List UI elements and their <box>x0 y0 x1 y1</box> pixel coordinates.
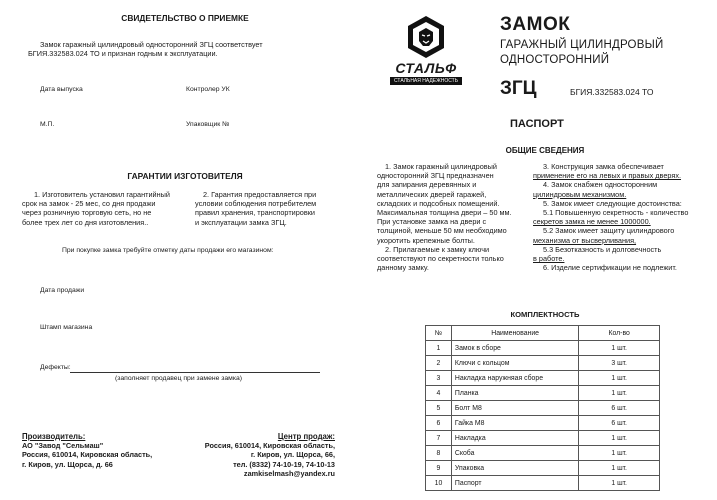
kit-cell-name: Ключи с кольцом <box>451 356 578 371</box>
kit-cell-qty: 1 шт. <box>579 386 660 401</box>
general-col1-line: толщиной, меньше 50 мм необходимо <box>377 226 507 236</box>
service-center-email: zamkiselmash@yandex.ru <box>243 468 335 478</box>
kit-cell-qty: 1 шт. <box>579 341 660 356</box>
general-col2-line: 6. Изделие сертификации не подлежит. <box>543 263 677 273</box>
general-col1-line: При установке замка на двери с <box>377 217 487 227</box>
service-center-line: г. Киров, ул. Щорса, 66, <box>250 450 335 460</box>
manufacturer-block <box>22 432 197 469</box>
sale-date-label: Дата продажи <box>40 287 85 294</box>
warranty-col2 <box>195 190 360 227</box>
brand-tagline: СТАЛЬНАЯ НАДЕЖНОСТЬ <box>390 77 462 85</box>
kit-col-number: № <box>426 326 452 341</box>
warranty-col2-line: условии соблюдения потребителем <box>195 199 317 209</box>
brand-name: СТАЛЬФ <box>395 60 457 76</box>
defects-label: Дефекты: <box>40 364 71 371</box>
warranty-col2-line: и эксплуатации замка ЗГЦ. <box>195 217 287 227</box>
manufacturer-line: Россия, 610014, Кировская область, <box>22 450 153 460</box>
warranty-col2-line: правил хранения, транспортировки <box>195 208 315 218</box>
general-col1-line: укоротить крепежные болты. <box>377 235 475 245</box>
general-col1-line: односторонний ЗГЦ предназначен <box>377 171 494 181</box>
kit-cell-number: 10 <box>426 476 452 491</box>
general-col2-line: 5.1 Повышенную секретность - количество <box>543 208 689 218</box>
kit-cell-qty: 3 шт. <box>579 356 660 371</box>
general-col1 <box>377 162 532 272</box>
service-center-line: Россия, 610014, Кировская область, <box>204 441 335 451</box>
kit-cell-qty: 1 шт. <box>579 371 660 386</box>
qc-label: Контролер УК <box>186 86 230 93</box>
kit-cell-name: Гайка М8 <box>451 416 578 431</box>
packer-label: Упаковщик № <box>186 121 230 128</box>
kit-cell-number: 2 <box>426 356 452 371</box>
lion-emblem-icon <box>386 14 466 62</box>
kit-heading: КОМПЛЕКТНОСТЬ <box>510 310 580 319</box>
general-col1-line: металлических дверей гаражей, <box>377 189 487 199</box>
kit-cell-name: Паспорт <box>451 476 578 491</box>
defects-line <box>70 372 320 373</box>
kit-cell-qty: 1 шт. <box>579 446 660 461</box>
manufacturer-heading: Производитель: <box>22 432 86 441</box>
general-col2-line: в работе. <box>533 254 565 264</box>
kit-cell-qty: 6 шт. <box>579 416 660 431</box>
warranty-col1-line: 1. Изготовитель установил гарантийный <box>34 190 170 199</box>
brand-logo <box>386 14 466 84</box>
table-row <box>426 461 660 476</box>
warranty-col1-line: срок на замок - 25 мес, со дня продажи <box>22 199 156 209</box>
kit-col-name: Наименование <box>451 326 578 341</box>
table-row <box>426 416 660 431</box>
kit-cell-name: Накладка наружняая сборе <box>451 371 578 386</box>
product-subtitle-2: ОДНОСТОРОННИЙ <box>500 54 610 66</box>
warranty-title: ГАРАНТИИ ИЗГОТОВИТЕЛЯ <box>127 171 243 181</box>
general-col1-line: данному замку. <box>377 263 429 273</box>
general-col2-line: 5.2 Замок имеет защиту цилиндрового <box>543 226 675 236</box>
general-col2-line: механизма от высверливания, <box>533 235 637 245</box>
table-row <box>426 356 660 371</box>
general-col1-line: складских и подсобных помещений. <box>377 198 500 208</box>
product-tu: БГИЯ.332583.024 ТО <box>570 87 654 97</box>
kit-col-qty: Кол-во <box>579 326 660 341</box>
general-col2-line: цилиндровым механизмом. <box>533 189 627 199</box>
manufacturer-line: г. Киров, ул. Щорса, д. 66 <box>22 459 113 469</box>
general-col1-line: для запирания деревянных и <box>377 180 477 190</box>
general-col2-line: 5. Замок имеет следующие достоинства: <box>543 198 682 208</box>
passport-title: ПАСПОРТ <box>510 118 564 130</box>
warranty-col1-line: через розничную торговую сеть, но не <box>22 208 152 218</box>
kit-cell-qty: 1 шт. <box>579 461 660 476</box>
general-col2-line: 5.3 Безотказность и долговечность <box>543 244 662 254</box>
kit-cell-name: Болт М8 <box>451 401 578 416</box>
kit-cell-qty: 6 шт. <box>579 401 660 416</box>
general-col1-line: соответствуют по секретности только <box>377 254 504 264</box>
general-col2-line: 3. Конструкция замка обеспечивает <box>543 162 664 171</box>
general-col1-line: Максимальная толщина двери – 50 мм. <box>377 208 512 218</box>
table-row <box>426 401 660 416</box>
service-center-block <box>190 432 335 478</box>
general-col1-line: 1. Замок гаражный цилиндровый <box>385 162 497 171</box>
table-row <box>426 386 660 401</box>
service-center-heading: Центр продаж: <box>277 432 335 441</box>
warranty-col1 <box>22 190 187 227</box>
kit-cell-qty: 1 шт. <box>579 476 660 491</box>
acceptance-title: СВИДЕТЕЛЬСТВО О ПРИЕМКЕ <box>121 13 249 23</box>
kit-cell-number: 5 <box>426 401 452 416</box>
shop-stamp-label: Штамп магазина <box>40 324 93 331</box>
kit-cell-number: 9 <box>426 461 452 476</box>
kit-cell-name: Накладка <box>451 431 578 446</box>
kit-cell-number: 7 <box>426 431 452 446</box>
stamp-label: М.П. <box>40 121 55 128</box>
general-heading: ОБЩИЕ СВЕДЕНИЯ <box>505 146 585 155</box>
table-row <box>426 476 660 491</box>
kit-cell-number: 4 <box>426 386 452 401</box>
table-row <box>426 431 660 446</box>
kit-cell-number: 3 <box>426 371 452 386</box>
kit-cell-number: 8 <box>426 446 452 461</box>
acceptance-text-2: БГИЯ.332583.024 ТО и признан годным к эксплуатации. <box>28 49 218 58</box>
kit-cell-name: Скоба <box>451 446 578 461</box>
product-subtitle-1: ГАРАЖНЫЙ ЦИЛИНДРОВЫЙ <box>500 39 664 51</box>
table-row <box>426 341 660 356</box>
warranty-col2-line: 2. Гарантия предоставляется при <box>203 190 317 199</box>
purchase-note: При покупке замка требуйте отметку даты продажи его магазином: <box>62 247 274 254</box>
acceptance-text-1: Замок гаражный цилиндровый односторонний ЗГЦ соответствует <box>40 40 263 49</box>
kit-cell-name: Упаковка <box>451 461 578 476</box>
service-center-line: тел. (8332) 74-10-19, 74-10-13 <box>233 459 335 469</box>
kit-cell-name: Замок в сборе <box>451 341 578 356</box>
defects-note: (заполняет продавец при замене замка) <box>115 375 243 382</box>
general-col2-line: применение его на левых и правых дверях. <box>533 171 681 181</box>
product-title: ЗАМОК <box>500 14 571 35</box>
kit-cell-number: 1 <box>426 341 452 356</box>
warranty-col1-line: более трех лет со дня изготовления.. <box>22 217 149 227</box>
general-col2 <box>533 162 708 272</box>
kit-cell-qty: 1 шт. <box>579 431 660 446</box>
kit-header-row <box>426 326 660 341</box>
general-col1-line: 2. Прилагаемые к замку ключи <box>385 244 490 254</box>
product-model: ЗГЦ <box>500 78 537 99</box>
general-col2-line: секретов замка не менее 1000000. <box>533 217 651 227</box>
issue-date-label: Дата выпуска <box>40 86 83 93</box>
general-col2-line: 4. Замок снабжен односторонним <box>543 180 658 190</box>
kit-cell-name: Планка <box>451 386 578 401</box>
manufacturer-line: АО "Завод "Сельмаш" <box>22 441 104 451</box>
table-row <box>426 371 660 386</box>
kit-cell-number: 6 <box>426 416 452 431</box>
table-row <box>426 446 660 461</box>
kit-table <box>425 325 660 491</box>
